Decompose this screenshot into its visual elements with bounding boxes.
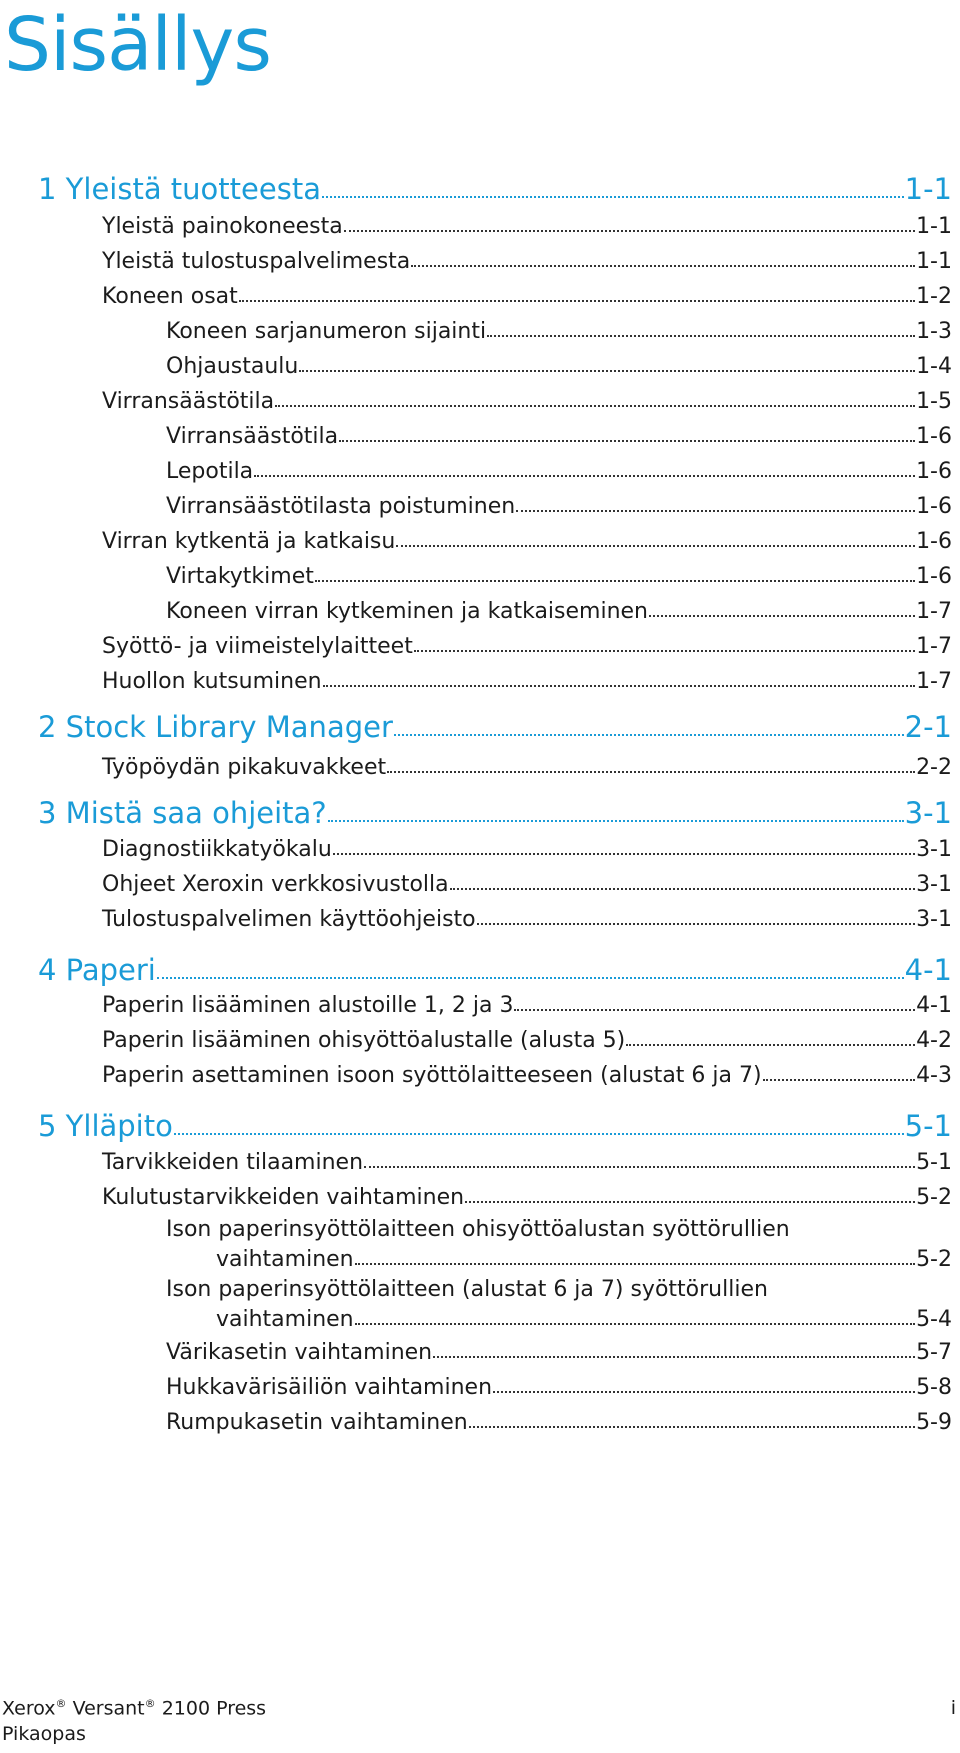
toc-entry[interactable] (166, 459, 952, 484)
toc-entry-page: 1-2 (916, 284, 952, 309)
toc-entry-page: 3-1 (916, 907, 952, 932)
toc-entry[interactable] (102, 249, 952, 274)
dot-leader (477, 923, 915, 925)
toc-entry-page: 5-1 (916, 1150, 952, 1175)
toc-entry-page: 2-1 (904, 710, 952, 744)
dot-leader (275, 405, 915, 407)
toc-entry[interactable] (216, 1307, 952, 1332)
toc-entry-page: 1-5 (916, 389, 952, 414)
dot-leader (763, 1079, 915, 1081)
toc-entry-title: Rumpukasetin vaihtaminen (166, 1410, 468, 1435)
footer-brand-versant: Versant (72, 1697, 145, 1719)
dot-leader (364, 1166, 915, 1168)
dot-leader (626, 1044, 915, 1046)
toc-entry[interactable] (166, 599, 952, 624)
dot-leader (514, 1009, 915, 1011)
toc-entry[interactable] (216, 1247, 952, 1272)
toc-entry[interactable] (102, 389, 952, 414)
toc-entry-title: Virransäästötilasta poistuminen (166, 494, 516, 519)
toc-entry-title: Työpöydän pikakuvakkeet (102, 755, 387, 780)
footer-model: 2100 Press (161, 1697, 267, 1719)
toc-entry-title: Tulostuspalvelimen käyttöohjeisto (102, 907, 476, 932)
toc-entry-title: 3 Mistä saa ohjeita? (38, 796, 327, 830)
toc-entry-page: 5-1 (904, 1109, 952, 1143)
footer-subtitle: Pikaopas (2, 1723, 86, 1745)
dot-leader (487, 335, 915, 337)
dot-leader (394, 734, 904, 736)
toc-entry[interactable] (102, 755, 952, 780)
toc-entry-page: 4-1 (904, 953, 952, 987)
dot-leader (328, 820, 904, 822)
toc-entry-title: 2 Stock Library Manager (38, 710, 393, 744)
toc-entry-title: Hukkavärisäiliön vaihtaminen (166, 1375, 493, 1400)
dot-leader (355, 1323, 915, 1325)
dot-leader (433, 1356, 915, 1358)
dot-leader (469, 1426, 915, 1428)
dot-leader (239, 300, 915, 302)
toc-entry-title: 4 Paperi (38, 953, 156, 987)
toc-entry[interactable] (102, 634, 952, 659)
toc-entry-page: 5-7 (916, 1340, 952, 1365)
toc-chapter-entry[interactable] (38, 172, 952, 206)
toc-entry-page: 1-1 (904, 172, 952, 206)
toc-entry-title: Koneen osat (102, 284, 238, 309)
registered-mark: ® (55, 1696, 67, 1710)
toc-entry[interactable] (102, 1150, 952, 1175)
toc-entry[interactable] (102, 837, 952, 862)
toc-entry-page: 5-8 (916, 1375, 952, 1400)
dot-leader (322, 196, 904, 198)
toc-entry[interactable] (166, 1340, 952, 1365)
toc-entry-title: Virtakytkimet (166, 564, 314, 589)
toc-entry[interactable] (102, 1185, 952, 1210)
toc-entry[interactable] (166, 354, 952, 379)
dot-leader (333, 853, 915, 855)
toc-entry-title: Diagnostiikkatyökalu (102, 837, 332, 862)
footer (2, 1691, 266, 1747)
toc-entry-page: 4-1 (916, 993, 952, 1018)
dot-leader (450, 888, 915, 890)
page-title: Sisällys (4, 2, 271, 88)
toc-entry-title: 5 Ylläpito (38, 1109, 173, 1143)
toc-chapter-entry[interactable] (38, 1109, 952, 1143)
dot-leader (315, 580, 915, 582)
toc-entry[interactable] (102, 284, 952, 309)
toc-entry-title: Yleistä painokoneesta (102, 214, 343, 239)
toc-entry-page: 4-2 (916, 1028, 952, 1053)
toc-entry[interactable] (102, 872, 952, 897)
toc-entry[interactable] (166, 1410, 952, 1435)
toc-entry-title-line1: Ison paperinsyöttölaitteen ohisyöttöalustan syöttörullien (166, 1217, 790, 1242)
toc-entry[interactable] (102, 529, 952, 554)
dot-leader (414, 650, 915, 652)
toc-chapter-entry[interactable] (38, 796, 952, 830)
toc-entry-title: Yleistä tulostuspalvelimesta (102, 249, 411, 274)
toc-entry-title: Ohjaustaulu (166, 354, 299, 379)
page-number: i (950, 1697, 956, 1719)
dot-leader (396, 545, 915, 547)
toc-entry-page: 1-6 (916, 424, 952, 449)
dot-leader (465, 1201, 915, 1203)
toc-entry-title: Virran kytkentä ja katkaisu (102, 529, 396, 554)
toc-entry-page: 5-9 (916, 1410, 952, 1435)
toc-entry-page: 1-1 (916, 214, 952, 239)
dot-leader (299, 370, 915, 372)
toc-entry-page: 1-6 (916, 459, 952, 484)
toc-entry-title: Virransäästötila (166, 424, 339, 449)
toc-entry-title: Paperin asettaminen isoon syöttölaitteeseen (alustat 6 ja 7) (102, 1063, 762, 1088)
registered-mark: ® (144, 1696, 156, 1710)
toc-entry-title: Huollon kutsuminen (102, 669, 322, 694)
dot-leader (344, 230, 915, 232)
dot-leader (254, 475, 915, 477)
toc-entry[interactable] (166, 319, 952, 344)
toc-entry-page: 1-7 (916, 669, 952, 694)
toc-entry-page: 1-3 (916, 319, 952, 344)
toc-entry-title: Paperin lisääminen alustoille 1, 2 ja 3 (102, 993, 514, 1018)
toc-entry-title: Lepotila (166, 459, 254, 484)
toc-entry-title: Syöttö- ja viimeistelylaitteet (102, 634, 413, 659)
toc-entry-page: 2-2 (916, 755, 952, 780)
toc-entry-page: 1-7 (916, 599, 952, 624)
toc-entry[interactable] (166, 424, 952, 449)
toc-entry-page: 1-6 (916, 564, 952, 589)
dot-leader (157, 977, 904, 979)
toc-entry-title-line1: Ison paperinsyöttölaitteen (alustat 6 ja 7) syöttörullien (166, 1277, 768, 1302)
toc-entry-title: Värikasetin vaihtaminen (166, 1340, 433, 1365)
footer-brand-xerox: Xerox (2, 1697, 56, 1719)
dot-leader (174, 1133, 904, 1135)
toc-entry-page: 1-6 (916, 494, 952, 519)
toc-entry[interactable] (102, 214, 952, 239)
toc-entry-title: 1 Yleistä tuotteesta (38, 172, 321, 206)
toc-entry[interactable] (102, 1063, 952, 1088)
toc-entry[interactable] (166, 564, 952, 589)
toc-entry-page: 1-4 (916, 354, 952, 379)
toc-entry-page: 1-1 (916, 249, 952, 274)
toc-entry-title: Paperin lisääminen ohisyöttöalustalle (alusta 5) (102, 1028, 626, 1053)
toc-entry-page: 5-2 (916, 1185, 952, 1210)
toc-entry[interactable] (102, 1028, 952, 1053)
dot-leader (323, 685, 915, 687)
dot-leader (649, 615, 915, 617)
dot-leader (387, 771, 915, 773)
toc-entry-title: Koneen virran kytkeminen ja katkaiseminen (166, 599, 649, 624)
toc-entry-title: Kulutustarvikkeiden vaihtaminen (102, 1185, 465, 1210)
toc-entry[interactable] (102, 993, 952, 1018)
toc-chapter-entry[interactable] (38, 710, 952, 744)
toc-entry[interactable] (166, 1375, 952, 1400)
toc-entry-page: 1-6 (916, 529, 952, 554)
toc-entry-page: 5-4 (916, 1307, 952, 1332)
toc-entry-title: Ohjeet Xeroxin verkkosivustolla (102, 872, 449, 897)
toc-entry-title: vaihtaminen (216, 1247, 354, 1272)
toc-entry[interactable] (102, 907, 952, 932)
toc-entry-title: Virransäästötila (102, 389, 275, 414)
toc-entry-page: 1-7 (916, 634, 952, 659)
toc-entry-page: 3-1 (904, 796, 952, 830)
toc-entry-title: vaihtaminen (216, 1307, 354, 1332)
toc-entry-page: 5-2 (916, 1247, 952, 1272)
toc-entry-title: Tarvikkeiden tilaaminen (102, 1150, 364, 1175)
dot-leader (493, 1391, 915, 1393)
toc-entry-page: 4-3 (916, 1063, 952, 1088)
toc-entry-page: 3-1 (916, 872, 952, 897)
footer-product (2, 1691, 266, 1721)
toc-entry[interactable] (102, 669, 952, 694)
dot-leader (339, 440, 915, 442)
dot-leader (355, 1263, 915, 1265)
toc-entry-title: Koneen sarjanumeron sijainti (166, 319, 487, 344)
dot-leader (411, 265, 915, 267)
toc-chapter-entry[interactable] (38, 953, 952, 987)
toc-entry-page: 3-1 (916, 837, 952, 862)
dot-leader (516, 510, 915, 512)
toc-entry[interactable] (166, 494, 952, 519)
